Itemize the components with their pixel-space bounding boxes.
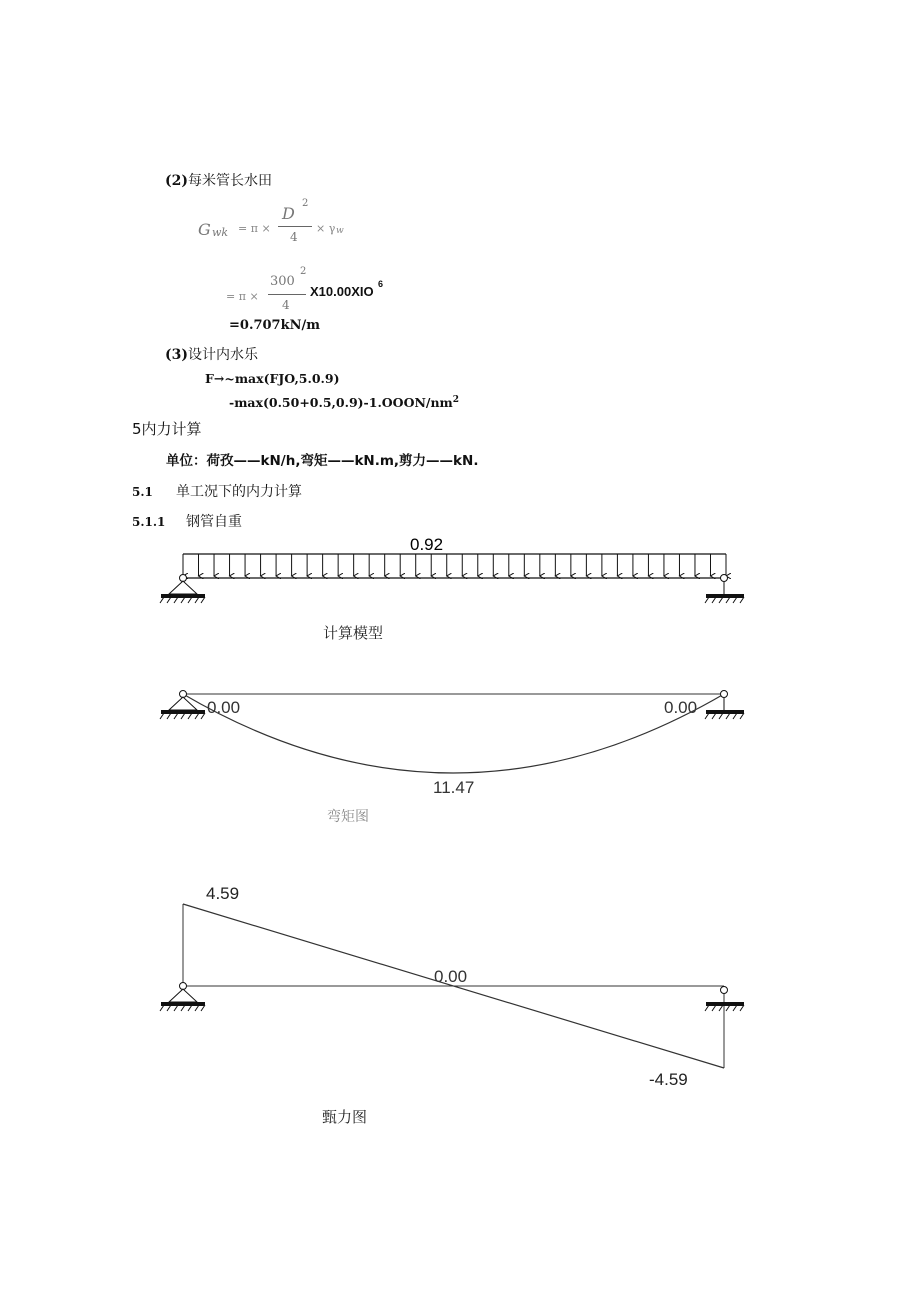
formula2-numerator-exp: 2	[300, 266, 307, 277]
formula2-numerator: 300	[270, 274, 295, 289]
formula2-tail-exp: 6	[378, 279, 384, 289]
section-5-1-1-number: 5.1.1	[132, 515, 166, 529]
section-3-title: 设计内水乐	[188, 347, 258, 363]
model-caption: 计算模型	[323, 624, 384, 642]
shear-diagram	[160, 884, 744, 1089]
shear-caption: 甄力图	[322, 1108, 368, 1126]
section-3-number: (3)	[165, 347, 188, 363]
formula-lhs: G	[198, 220, 211, 239]
right-roller-support	[705, 691, 744, 720]
formula2-eq-pi: = π ×	[226, 290, 259, 303]
shear-right-label: -4.59	[649, 1070, 688, 1089]
formula-tail: × γ	[316, 222, 336, 235]
units-line: 单位：荷孜——kN/h,弯矩——kN.m,剪力——kN.	[166, 453, 479, 469]
moment-left-label: 0.00	[207, 698, 241, 717]
formula-numerator: D	[282, 204, 295, 223]
section-5-1-title: 单工况下的内力计算	[176, 484, 302, 500]
formula-result: =0.707kN/m	[229, 318, 320, 333]
formula-tail-sub: w	[336, 226, 344, 236]
formula2-denominator: 4	[282, 298, 290, 312]
section-5-1-1-title: 钢管自重	[186, 514, 242, 530]
formula2-tail: X10.00XIO	[310, 284, 374, 299]
moment-caption: 弯矩图	[327, 809, 369, 825]
section-5-number: 5	[132, 420, 142, 438]
formula-eq-pi: = π ×	[238, 222, 271, 235]
section-2-title: 每米管长水田	[188, 173, 272, 189]
formula-lhs-sub: wk	[212, 226, 229, 239]
pressure-line-2-text: -max(0.50+0.5,0.9)-1.OOON/nm	[229, 395, 453, 411]
formula-denominator: 4	[290, 230, 298, 244]
left-pin-support	[160, 575, 205, 604]
moment-diagram	[160, 691, 744, 798]
section-2-number: (2)	[165, 173, 188, 189]
pressure-line-1: F→~max(FJO,5.0.9)	[205, 371, 340, 386]
load-value-label: 0.92	[410, 535, 444, 554]
moment-mid-label: 11.47	[433, 778, 475, 797]
load-arrows	[183, 554, 726, 576]
section-5-1-number: 5.1	[132, 485, 153, 499]
left-pin-support	[160, 691, 205, 720]
pressure-line-2-exp: 2	[452, 395, 460, 405]
shear-mid-label: 0.00	[434, 967, 468, 986]
moment-right-label: 0.00	[664, 698, 698, 717]
left-pin-support	[160, 983, 205, 1012]
shear-left-label: 4.59	[206, 884, 240, 903]
section-5-title: 内力计算	[141, 420, 202, 438]
right-roller-support	[705, 575, 744, 604]
moment-curve	[183, 694, 724, 773]
formula-numerator-exp: 2	[302, 198, 309, 209]
load-model-diagram	[160, 535, 744, 603]
